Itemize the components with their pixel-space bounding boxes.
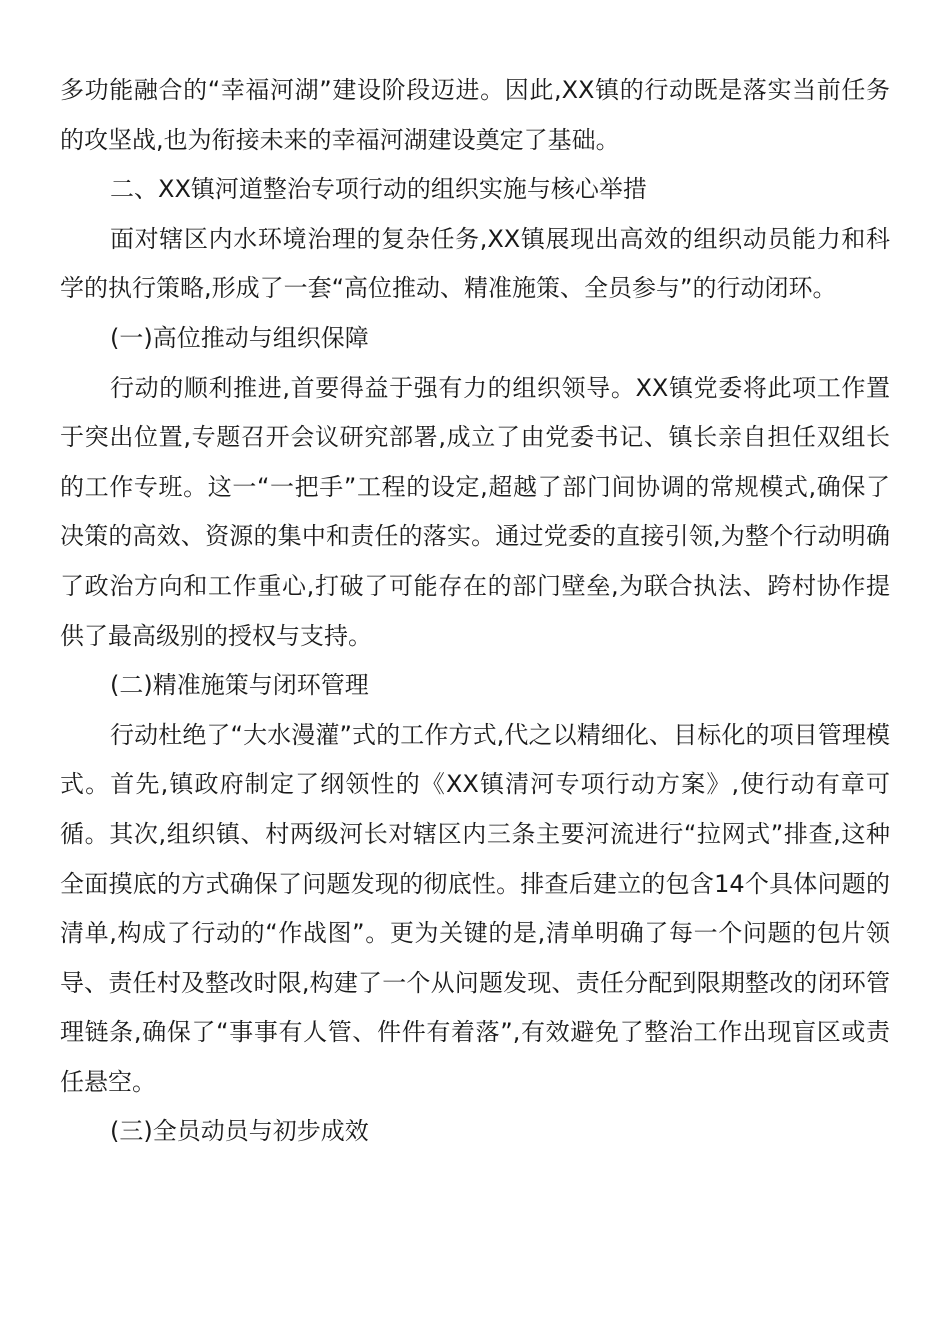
paragraph-intro-continuation: 多功能融合的“幸福河湖”建设阶段迈进。因此,XX镇的行动既是落实当前任务的攻坚战,也为衔接未来的幸福河湖建设奠定了基础。 bbox=[60, 76, 890, 154]
paragraph-subsection-1: 行动的顺利推进,首要得益于强有力的组织领导。XX镇党委将此项工作置于突出位置,专题召开会议研究部署,成立了由党委书记、镇长亲自担任双组长的工作专班。这一“一把手”工程的设定,超越了部门间协调的常规模式,确保了决策的高效、资源的集中和责任的落实。通过党委的直接引领,为整个行动明确了政治方向和工作重心,打破了可能存在的部门壁垒,为联合执法、跨村协作提供了最高级别的授权与支持。 bbox=[60, 373, 890, 650]
subsection-heading-1: (一)高位推动与组织保障 bbox=[110, 323, 369, 352]
paragraph-section-2-intro: 面对辖区内水环境治理的复杂任务,XX镇展现出高效的组织动员能力和科学的执行策略,形成了一套“高位推动、精准施策、全员参与”的行动闭环。 bbox=[60, 224, 890, 303]
paragraph-subsection-2: 行动杜绝了“大水漫灌”式的工作方式,代之以精细化、目标化的项目管理模式。首先,镇政府制定了纲领性的《XX镇清河专项行动方案》,使行动有章可循。其次,组织镇、村两级河长对辖区内三条主要河流进行“拉网式”排查,这种全面摸底的方式确保了问题发现的彻底性。排查后建立的包含14个具体问题的清单,构成了行动的“作战图”。更为关键的是,清单明确了每一个问题的包片领导、责任村及整改时限,构建了一个从问题发现、责任分配到限期整改的闭环管理链条,确保了“事事有人管、件件有着落”,有效避免了整治工作出现盲区或责任悬空。 bbox=[60, 720, 890, 1096]
subsection-heading-3: (三)全员动员与初步成效 bbox=[110, 1117, 369, 1146]
section-heading-2: 二、XX镇河道整治专项行动的组织实施与核心举措 bbox=[110, 175, 647, 204]
document-page bbox=[60, 66, 890, 1157]
subsection-heading-2: (二)精准施策与闭环管理 bbox=[110, 671, 369, 700]
